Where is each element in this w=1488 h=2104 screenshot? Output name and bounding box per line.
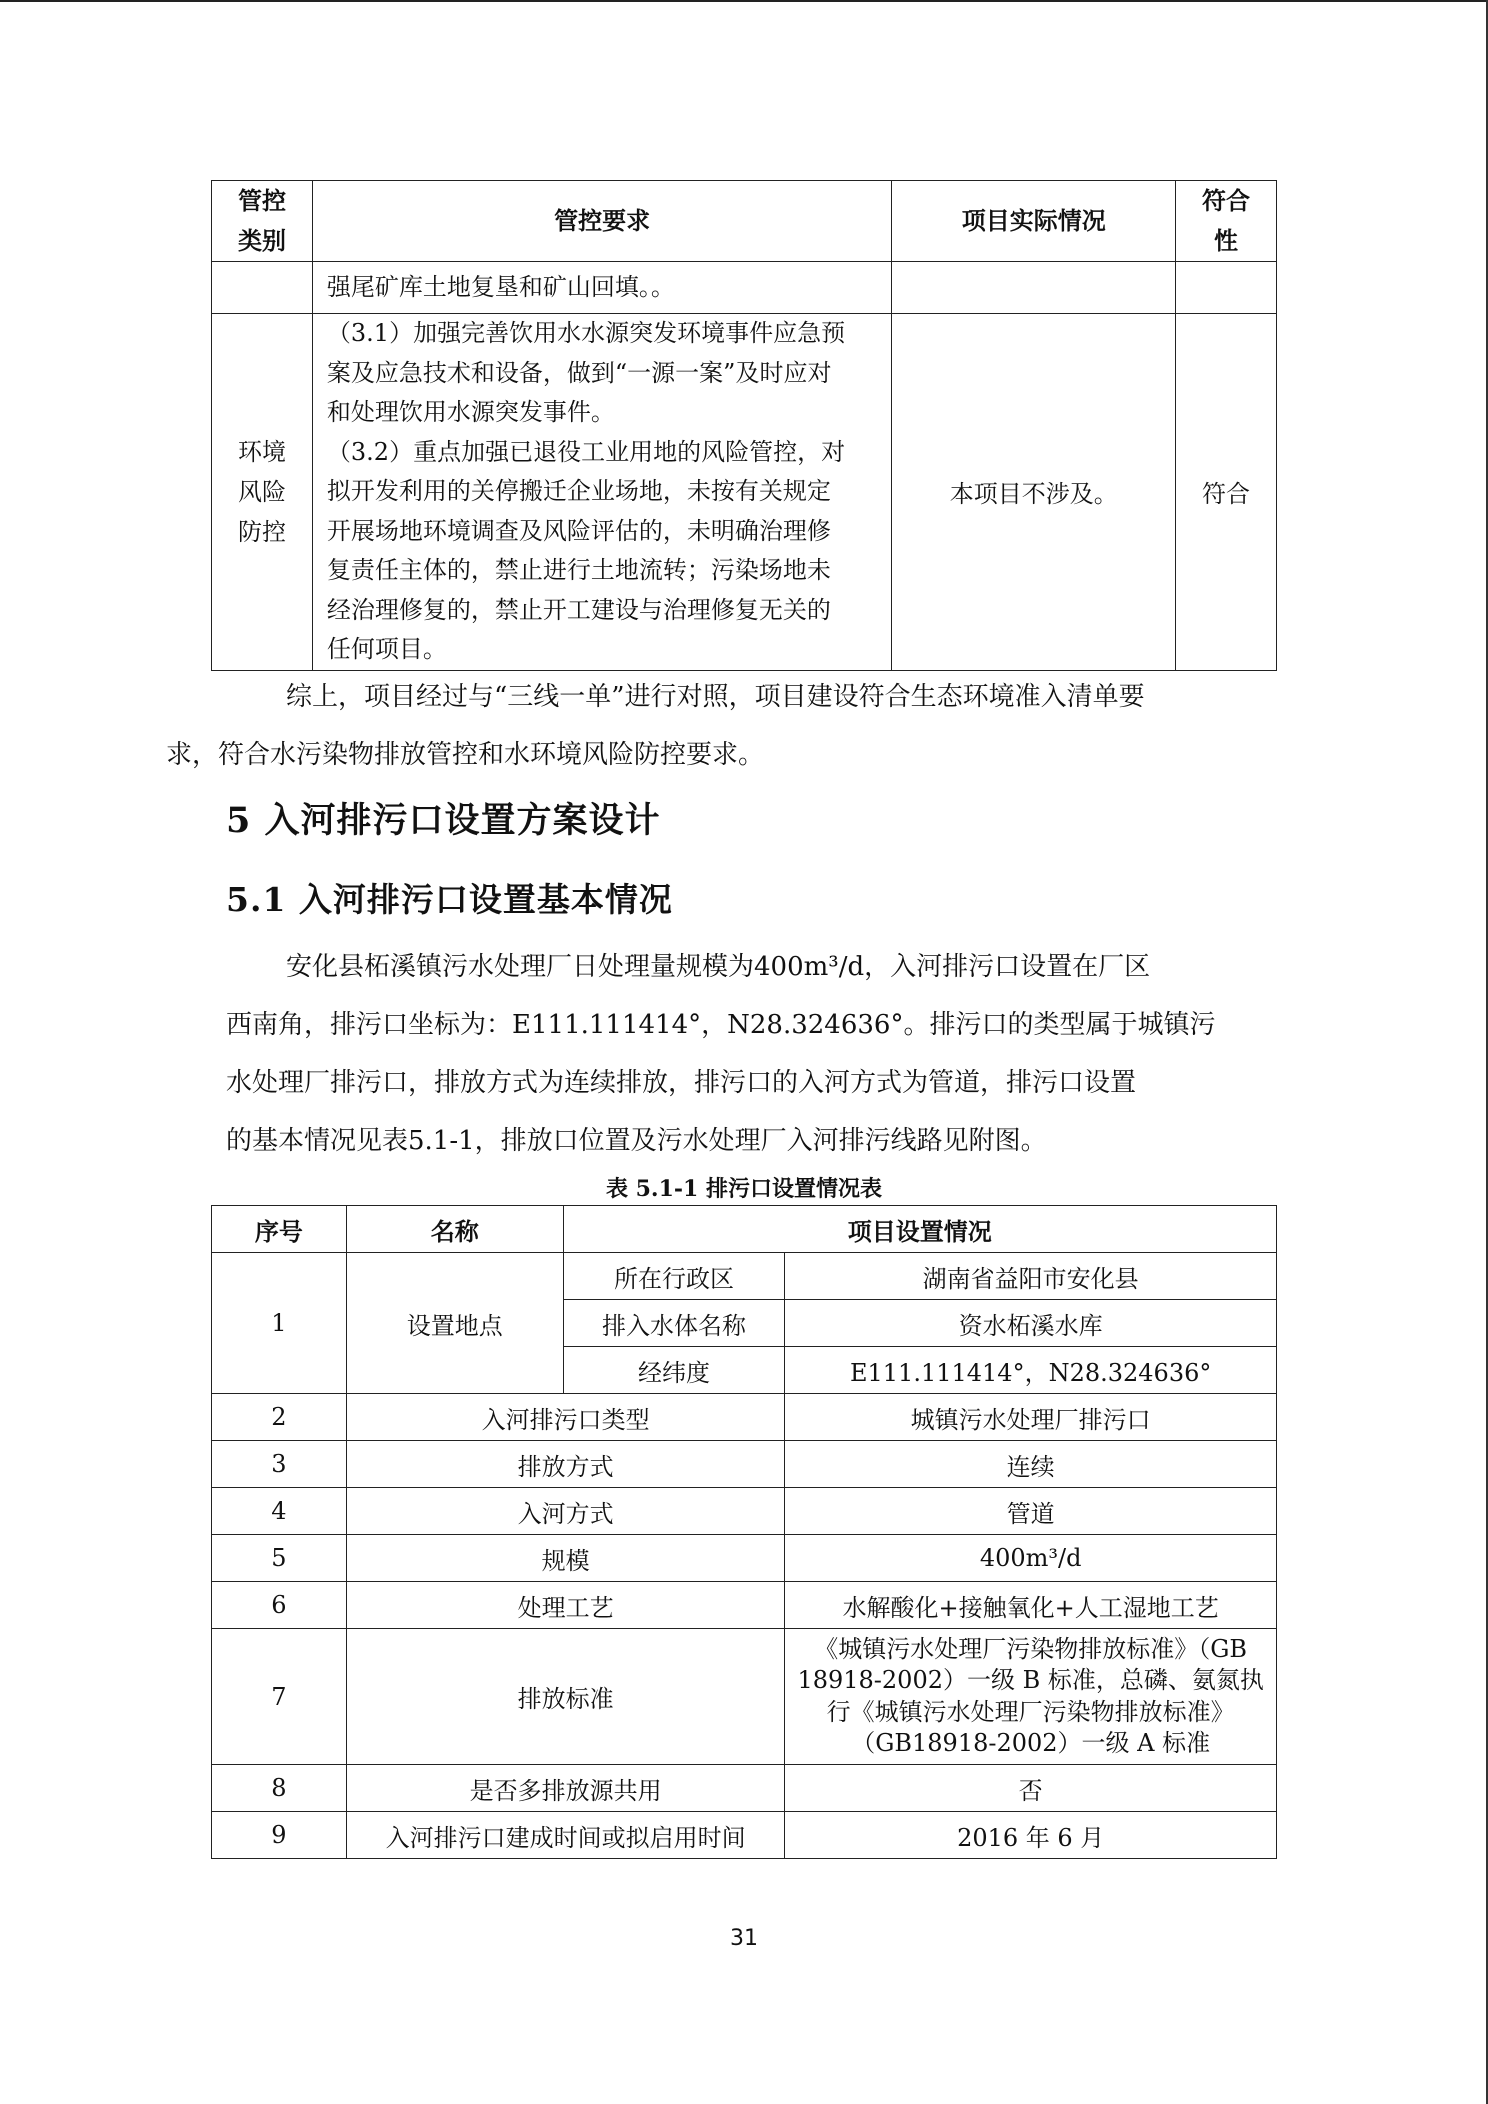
- table-header-row: [212, 1206, 1277, 1253]
- cell-name: 入河排污口类型: [346, 1394, 785, 1441]
- cell-no: 5: [212, 1535, 347, 1582]
- requirement-line: 开展场地环境调查及风险评估的，未明确治理修: [326, 516, 831, 545]
- header-no: 序号: [212, 1206, 347, 1253]
- cell-category: [212, 262, 313, 314]
- header-category: [212, 181, 313, 262]
- cell-requirement: [312, 262, 891, 314]
- table-caption: 表 5.1-1 排污口设置情况表: [605, 1176, 883, 1202]
- intro-line-text: 安化县柘溪镇污水处理厂日处理量规模为400m³/d，入河排污口设置在厂区: [286, 952, 1151, 982]
- requirement-line: （3.2）重点加强已退役工业用地的风险管控，对: [326, 437, 846, 466]
- header-situation: 项目设置情况: [563, 1206, 1276, 1253]
- table-row: [212, 262, 1277, 314]
- value-line: 《城镇污水处理厂污染物排放标准》（GB: [814, 1634, 1248, 1663]
- table-row: [212, 1765, 1277, 1812]
- cell-compliance: 符合: [1176, 314, 1277, 671]
- header-category-line: 类别: [237, 226, 286, 255]
- cell-value: 400m³/d: [785, 1535, 1277, 1582]
- cell-name: 入河排污口建成时间或拟启用时间: [346, 1812, 785, 1859]
- table-row: [212, 1441, 1277, 1488]
- cell-value: 水解酸化+接触氧化+人工湿地工艺: [785, 1582, 1277, 1629]
- summary-paragraph: [166, 668, 1262, 784]
- cell-no: 2: [212, 1394, 347, 1441]
- cell-value: 资水柘溪水库: [785, 1300, 1277, 1347]
- cell-compliance: [1176, 262, 1277, 314]
- table-row: [212, 1394, 1277, 1441]
- subsection-heading: 5.1 入河排污口设置基本情况: [226, 880, 673, 919]
- table-row: [212, 1535, 1277, 1582]
- intro-line: [226, 938, 1262, 996]
- cell-name: 设置地点: [346, 1253, 563, 1394]
- intro-line: 西南角，排污口坐标为：E111.111414°，N28.324636°。排污口的类型属于城镇污: [226, 1010, 1216, 1040]
- value-line: 行《城镇污水处理厂污染物排放标准》: [826, 1697, 1235, 1726]
- requirement-line: 和处理饮用水源突发事件。: [326, 398, 615, 426]
- cell-name: 入河方式: [346, 1488, 785, 1535]
- table-row: [212, 1582, 1277, 1629]
- value-line: 18918-2002）一级 B 标准，总磷、氨氮执: [797, 1666, 1264, 1694]
- cell-actual: [892, 262, 1176, 314]
- cell-value: 城镇污水处理厂排污口: [785, 1394, 1277, 1441]
- header-requirement: 管控要求: [312, 181, 891, 262]
- header-compliance-line: 性: [1214, 226, 1239, 255]
- header-name: 名称: [346, 1206, 563, 1253]
- cell-no: 7: [212, 1629, 347, 1765]
- requirement-line: （3.1）加强完善饮用水水源突发环境事件应急预: [326, 319, 846, 347]
- table-header-row: [212, 181, 1277, 262]
- cell-no: 3: [212, 1441, 347, 1488]
- cell-name: 处理工艺: [346, 1582, 785, 1629]
- category-line: 风险: [237, 477, 286, 506]
- category-line: 防控: [237, 517, 286, 546]
- outfall-settings-table: [211, 1205, 1277, 1859]
- value-line: （GB18918-2002）一级 A 标准: [851, 1729, 1211, 1757]
- cell-no: 9: [212, 1812, 347, 1859]
- cell-sub-label: 所在行政区: [563, 1253, 785, 1300]
- cell-name: 排放标准: [346, 1629, 785, 1765]
- control-requirements-table: [211, 180, 1277, 671]
- requirement-line: 经治理修复的，禁止开工建设与治理修复无关的: [326, 595, 831, 624]
- category-line: 环境: [237, 437, 286, 466]
- intro-line: 的基本情况见表5.1-1，排放口位置及污水处理厂入河排污线路见附图。: [226, 1126, 1047, 1156]
- summary-line: 综上，项目经过与“三线一单”进行对照，项目建设符合生态环境准入清单要: [286, 682, 1145, 712]
- cell-value: [785, 1629, 1277, 1765]
- intro-line: 水处理厂排污口，排放方式为连续排放，排污口的入河方式为管道，排污口设置: [226, 1068, 1137, 1098]
- cell-sub-label: 经纬度: [563, 1347, 785, 1394]
- header-category-line: 管控: [237, 186, 286, 215]
- cell-value: 否: [785, 1765, 1277, 1812]
- requirement-line: 案及应急技术和设备，做到“一源一案”及时应对: [326, 358, 832, 387]
- page-number: 31: [730, 1926, 758, 1951]
- requirement-line: 复责任主体的，禁止进行土地流转；污染场地未: [326, 556, 831, 584]
- table-row: [212, 1253, 1277, 1300]
- cell-no: 6: [212, 1582, 347, 1629]
- table-row: [212, 1629, 1277, 1765]
- cell-no: 1: [212, 1253, 347, 1394]
- header-actual: 项目实际情况: [892, 181, 1176, 262]
- cell-category: [212, 314, 313, 671]
- cell-requirement: [312, 314, 891, 671]
- cell-value: 湖南省益阳市安化县: [785, 1253, 1277, 1300]
- cell-actual: 本项目不涉及。: [892, 314, 1176, 671]
- cell-value: 连续: [785, 1441, 1277, 1488]
- cell-name: 规模: [346, 1535, 785, 1582]
- requirement-line: 任何项目。: [326, 635, 447, 663]
- intro-paragraph: [226, 938, 1262, 1170]
- header-compliance-line: 符合: [1202, 186, 1251, 215]
- requirement-line: 强尾矿库土地复垦和矿山回填。。: [326, 272, 675, 301]
- cell-value: E111.111414°，N28.324636°: [785, 1347, 1277, 1394]
- summary-line: 求，符合水污染物排放管控和水环境风险防控要求。: [166, 740, 765, 770]
- requirement-line: 拟开发利用的关停搬迁企业场地，未按有关规定: [326, 477, 831, 505]
- section-heading: 5 入河排污口设置方案设计: [226, 800, 661, 841]
- cell-no: 4: [212, 1488, 347, 1535]
- page-border-top: [0, 0, 1488, 2]
- table-row: [212, 1488, 1277, 1535]
- cell-value: 2016 年 6 月: [785, 1812, 1277, 1859]
- cell-sub-label: 排入水体名称: [563, 1300, 785, 1347]
- cell-no: 8: [212, 1765, 347, 1812]
- cell-name: 排放方式: [346, 1441, 785, 1488]
- cell-value: 管道: [785, 1488, 1277, 1535]
- header-compliance: [1176, 181, 1277, 262]
- cell-name: 是否多排放源共用: [346, 1765, 785, 1812]
- table-row: [212, 314, 1277, 671]
- table-row: [212, 1812, 1277, 1859]
